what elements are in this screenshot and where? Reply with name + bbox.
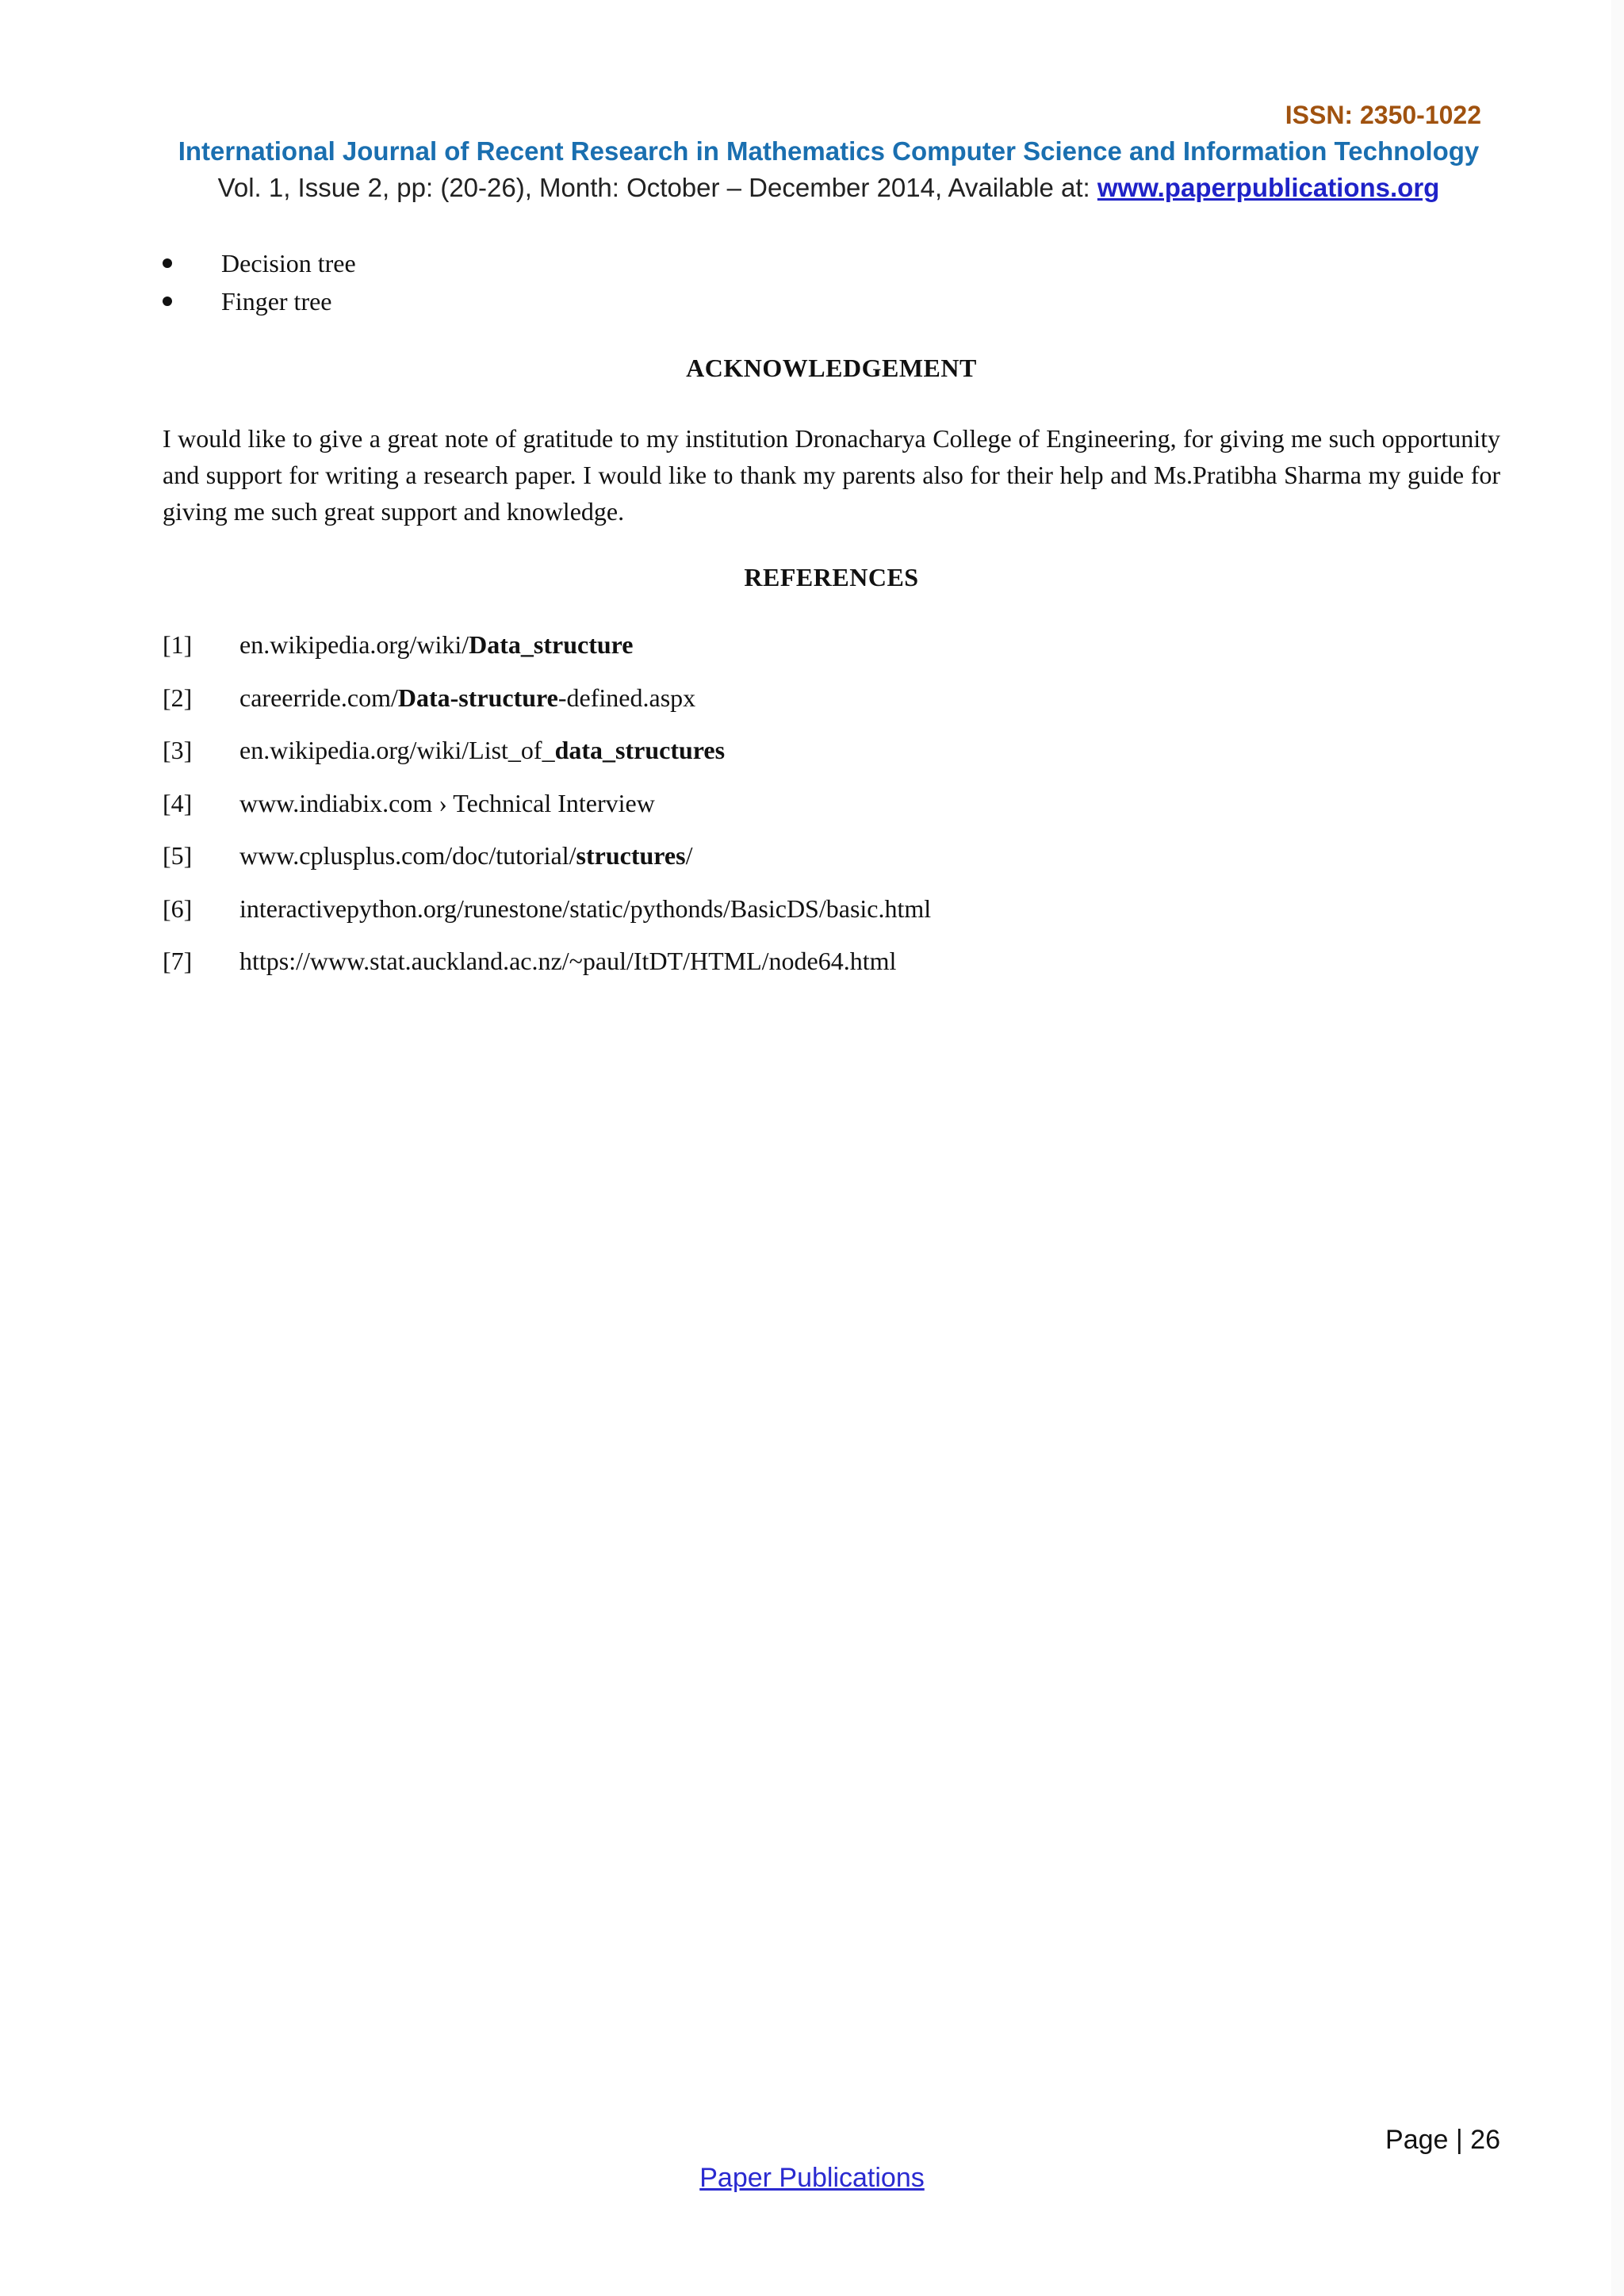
reference-text: interactivepython.org/runestone/static/pythonds/BasicDS/basic.html bbox=[239, 894, 932, 923]
volume-info: Vol. 1, Issue 2, pp: (20-26), Month: October – December 2014, Available at: bbox=[217, 173, 1097, 202]
list-item bbox=[163, 282, 356, 320]
reference-list bbox=[163, 630, 931, 1000]
reference-item bbox=[163, 683, 931, 737]
reference-text: https://www.stat.auckland.ac.nz/~paul/ItDT/HTML/node64.html bbox=[239, 947, 897, 975]
journal-header bbox=[119, 97, 1491, 206]
journal-title: International Journal of Recent Research in Mathematics Computer Science and Information Technology bbox=[178, 136, 1480, 166]
page-number: Page | 26 bbox=[1385, 2125, 1500, 2155]
reference-item bbox=[163, 736, 931, 789]
reference-number: [2] bbox=[163, 683, 193, 712]
reference-text: www.cplusplus.com/doc/tutorial/structures/ bbox=[239, 841, 693, 870]
bullet-icon bbox=[163, 258, 172, 268]
list-item bbox=[163, 244, 356, 282]
reference-number: [5] bbox=[163, 841, 193, 870]
reference-number: [7] bbox=[163, 947, 193, 975]
reference-item bbox=[163, 789, 931, 842]
reference-item bbox=[163, 630, 931, 683]
reference-text: en.wikipedia.org/wiki/List_of_data_structures bbox=[239, 736, 726, 764]
acknowledgement-heading: ACKNOWLEDGEMENT bbox=[686, 354, 977, 382]
page-edge-shadow bbox=[1611, 0, 1624, 2296]
bullet-list bbox=[163, 244, 356, 320]
bullet-text: Finger tree bbox=[221, 287, 332, 316]
reference-number: [3] bbox=[163, 736, 193, 764]
reference-number: [6] bbox=[163, 894, 193, 923]
issn-label: ISSN: 2350-1022 bbox=[1285, 101, 1481, 129]
reference-text: www.indiabix.com › Technical Interview bbox=[239, 788, 655, 817]
acknowledgement-paragraph: I would like to give a great note of gratitude to my institution Dronacharya College of Engineering, for giving me such opportunity and support for writing a research paper. I would like to thank my parents also for their help and Ms.Pratibha Sharma my guide for giving me such great support and knowledge. bbox=[163, 424, 1500, 526]
website-link[interactable]: www.paperpublications.org bbox=[1097, 173, 1440, 202]
reference-number: [1] bbox=[163, 630, 193, 659]
reference-text: careerride.com/Data-structure-defined.aspx bbox=[239, 683, 696, 712]
reference-text: en.wikipedia.org/wiki/Data_structure bbox=[239, 630, 634, 659]
reference-item bbox=[163, 894, 931, 947]
reference-number: [4] bbox=[163, 788, 193, 817]
volume-line bbox=[167, 170, 1491, 206]
reference-item bbox=[163, 947, 931, 1000]
bullet-text: Decision tree bbox=[221, 249, 356, 277]
references-heading: REFERENCES bbox=[744, 563, 919, 591]
reference-item bbox=[163, 841, 931, 894]
bullet-icon bbox=[163, 297, 172, 306]
publisher-footer-link[interactable]: Paper Publications bbox=[699, 2163, 925, 2193]
